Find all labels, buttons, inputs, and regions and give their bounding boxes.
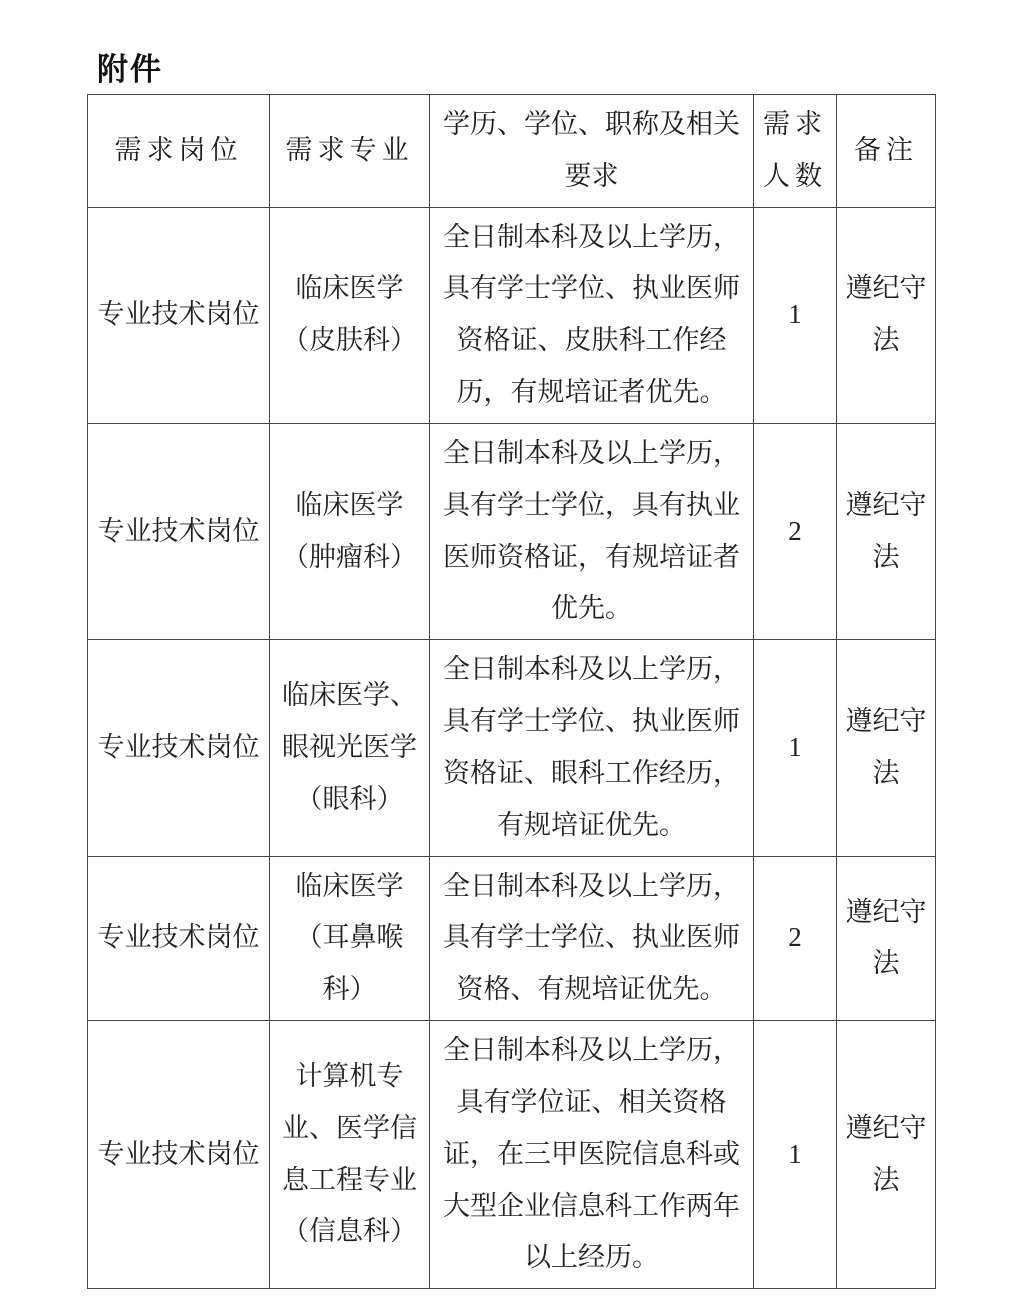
cell-post: 专业技术岗位 [88, 423, 270, 639]
cell-remark: 遵纪守法 [837, 207, 936, 423]
cell-requirements: 全日制本科及以上学历，具有学士学位、执业医师资格证、皮肤科工作经历，有规培证者优先。 [430, 207, 754, 423]
table-row [88, 856, 936, 1020]
cell-remark: 遵纪守法 [837, 640, 936, 856]
table-row [88, 423, 936, 639]
cell-requirements: 全日制本科及以上学历，具有学士学位、执业医师资格、有规培证优先。 [430, 856, 754, 1020]
cell-post: 专业技术岗位 [88, 640, 270, 856]
attachment-title: 附件 [97, 52, 163, 87]
header-post: 需求岗位 [88, 95, 270, 208]
cell-major: 临床医学（肿瘤科） [270, 423, 430, 639]
cell-major: 计算机专业、医学信息工程专业（信息科） [270, 1021, 430, 1289]
cell-count: 1 [754, 1021, 837, 1289]
cell-post: 专业技术岗位 [88, 856, 270, 1020]
cell-count: 1 [754, 207, 837, 423]
cell-post: 专业技术岗位 [88, 1021, 270, 1289]
table-row [88, 640, 936, 856]
table-row [88, 1021, 936, 1289]
header-requirements: 学历、学位、职称及相关要求 [430, 95, 754, 208]
cell-remark: 遵纪守法 [837, 423, 936, 639]
recruitment-table [87, 94, 936, 1289]
header-count: 需求人数 [754, 95, 837, 208]
cell-major: 临床医学、眼视光医学（眼科） [270, 640, 430, 856]
cell-requirements: 全日制本科及以上学历，具有学士学位、执业医师资格证、眼科工作经历，有规培证优先。 [430, 640, 754, 856]
table-row [88, 207, 936, 423]
cell-major: 临床医学（耳鼻喉科） [270, 856, 430, 1020]
header-major: 需求专业 [270, 95, 430, 208]
cell-count: 2 [754, 856, 837, 1020]
cell-major: 临床医学（皮肤科） [270, 207, 430, 423]
cell-post: 专业技术岗位 [88, 207, 270, 423]
cell-remark: 遵纪守法 [837, 1021, 936, 1289]
cell-count: 1 [754, 640, 837, 856]
cell-remark: 遵纪守法 [837, 856, 936, 1020]
cell-requirements: 全日制本科及以上学历，具有学士学位，具有执业医师资格证，有规培证者优先。 [430, 423, 754, 639]
cell-requirements: 全日制本科及以上学历，具有学位证、相关资格证，在三甲医院信息科或大型企业信息科工作两年以上经历。 [430, 1021, 754, 1289]
cell-count: 2 [754, 423, 837, 639]
table-header-row [88, 95, 936, 208]
header-remark: 备注 [837, 95, 936, 208]
